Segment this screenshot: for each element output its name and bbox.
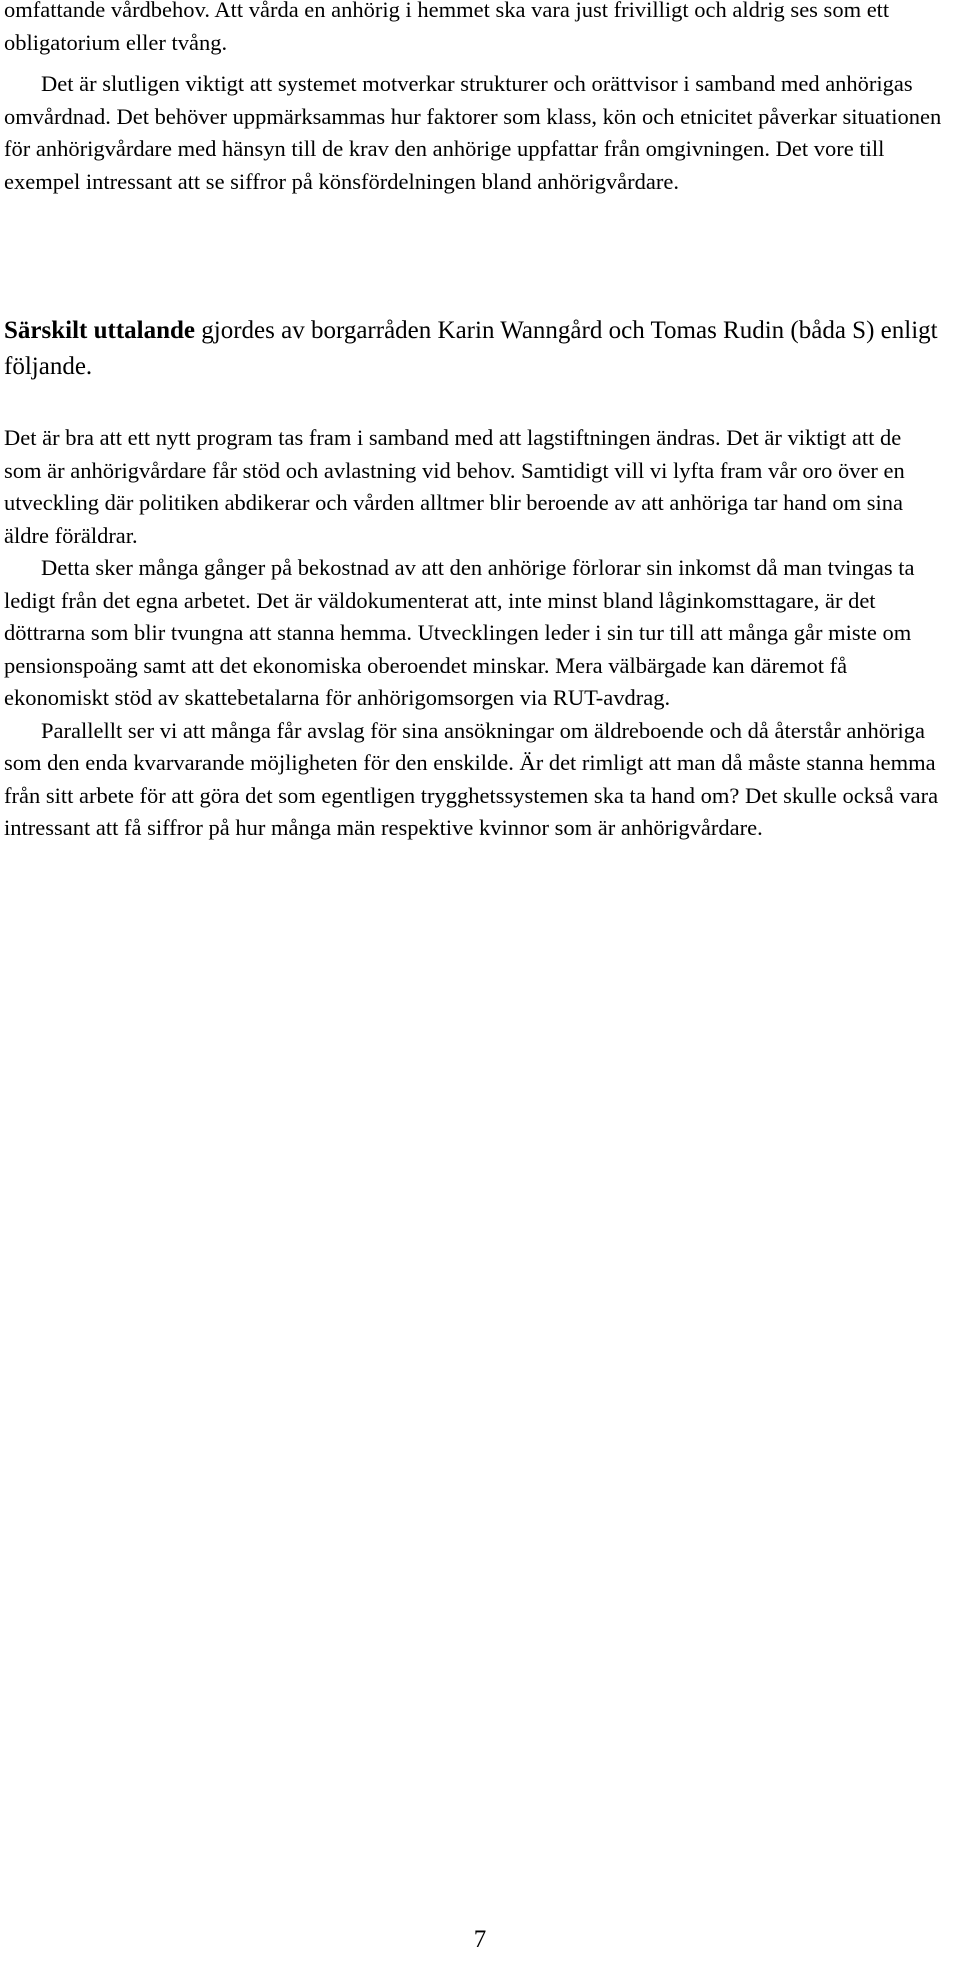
intro-paragraph: omfattande vårdbehov. Att vårda en anhörig i hemmet ska vara just frivilligt och aldrig ses som ett obligatorium eller tvång. bbox=[4, 0, 890, 55]
structures-paragraph: Det är slutligen viktigt att systemet motverkar strukturer och orättvisor i samband med anhörigas omvårdnad. Det behöver uppmärksammas hur faktorer som klass, kön och etnicitet påverkar situationen för anhörigvårdare med hänsyn till de krav den anhörige uppfattar från omgivningen. Det vore till exempel intressant att se siffror på könsfördelningen bland anhörigvårdare. bbox=[4, 71, 942, 194]
page-number: 7 bbox=[473, 1926, 487, 1953]
statement-heading-bold: Särskilt uttalande bbox=[4, 317, 196, 344]
statement-heading-rest: gjordes av borgarråden Karin Wanngård och Tomas Rudin (båda S) enligt följande. bbox=[4, 317, 938, 380]
statement-body bbox=[4, 422, 944, 845]
statement-paragraph-3: Parallellt ser vi att många får avslag för sina ansökningar om äldreboende och då återstår anhöriga som den enda kvarvarande möjligheten för den enskilde. Är det rimligt att man då måste stanna hemma från sitt arbete för att göra det som egentligen trygghetssystemen ska ta hand om? Det skulle också vara intressant att få siffror på hur många män respektive kvinnor som är anhörigvårdare. bbox=[4, 717, 939, 840]
statement-heading bbox=[4, 313, 944, 385]
second-block bbox=[4, 68, 944, 198]
intro-block bbox=[4, 0, 944, 59]
statement-paragraph-1: Det är bra att ett nytt program tas fram i samband med att lagstiftningen ändras. Det är viktigt att de som är anhörigvårdare får stöd och avlastning vid behov. Samtidigt vill vi lyfta fram vår oro över en utveckling där politiken abdikerar och vården alltmer blir beroende av att anhöriga tar hand om sina äldre föräldrar. bbox=[4, 425, 905, 548]
statement-paragraph-2: Detta sker många gånger på bekostnad av att den anhörige förlorar sin inkomst då man tvingas ta ledigt från det egna arbetet. Det är väldokumenterat att, inte minst bland låginkomsttagare, är det döttrarna som blir tvungna att stanna hemma. Utvecklingen leder i sin tur till att många går miste om pensionspoäng samt att det ekonomiska oberoendet minskar. Mera välbärgade kan däremot få ekonomiskt stöd av skattebetalarna för anhörigomsorgen via RUT-avdrag. bbox=[4, 555, 915, 710]
